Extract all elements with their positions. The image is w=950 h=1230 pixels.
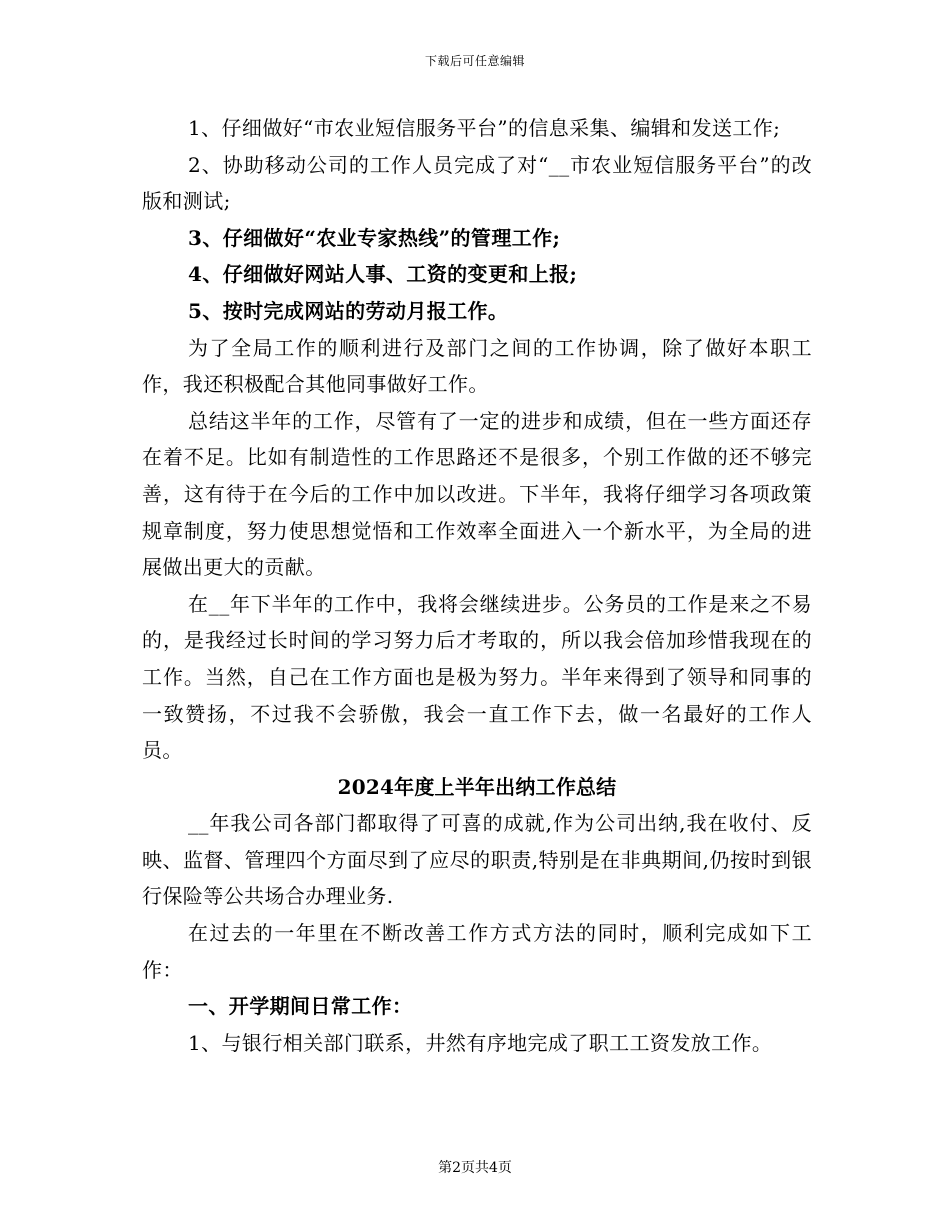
paragraph-item-4: 4、仔细做好网站人事、工资的变更和上报; [188, 262, 578, 287]
paragraph-item-5: 5、按时完成网站的劳动月报工作。 [188, 298, 509, 323]
paragraph-item-1: 1、仔细做好“市农业短信服务平台”的信息采集、编辑和发送工作; [188, 116, 781, 140]
paragraph-second-half: 在__年下半年的工作中，我将会继续进步。公务员的工作是来之不易的，是我经过长时间的学习努力后才考取的，所以我会倍加珍惜我现在的工作。当然，自己在工作方面也是极为努力。半年来得到了领导和同事的一致赞扬，不过我不会骄傲，我会一直工作下去，做一名最好的工作人员。 [142, 591, 812, 763]
paragraph-summary: 总结这半年的工作，尽管有了一定的进步和成绩，但在一些方面还存在着不足。比如有制造性的工作思路还不是很多，个别工作做的还不够完善，这有待于在今后的工作中加以改进。下半年，我将仔细学习各项政策规章制度，努力使思想觉悟和工作效率全面进入一个新水平，为全局的进展做出更大的贡献。 [142, 408, 812, 580]
paragraph-cashier-intro: __年我公司各部门都取得了可喜的成就,作为公司出纳,我在收付、反映、监督、管理四个方面尽到了应尽的职责,特别是在非典期间,仍按时到银行保险等公共场合办理业务. [142, 811, 812, 909]
paragraph-salary: 1、与银行相关部门联系，井然有序地完成了职工工资发放工作。 [188, 1030, 773, 1055]
document-body [142, 110, 812, 1061]
heading-daily-work: 一、开学期间日常工作： [188, 994, 413, 1019]
paragraph-item-3: 3、仔细做好“农业专家热线”的管理工作; [188, 225, 561, 250]
paragraph-past-year: 在过去的一年里在不断改善工作方式方法的同时，顺利完成如下工作： [142, 921, 812, 982]
paragraph-item-2: 2、协助移动公司的工作人员完成了对“__市农业短信服务平台”的改版和测试; [142, 152, 812, 214]
page-header: 下载后可任意编辑 [424, 54, 525, 68]
section-title: 2024年度上半年出纳工作总结 [337, 774, 617, 799]
page-footer: 第2页共4页 [438, 1160, 512, 1176]
paragraph-cooperation: 为了全局工作的顺利进行及部门之间的工作协调，除了做好本职工作，我还积极配合其他同事做好工作。 [142, 335, 812, 397]
